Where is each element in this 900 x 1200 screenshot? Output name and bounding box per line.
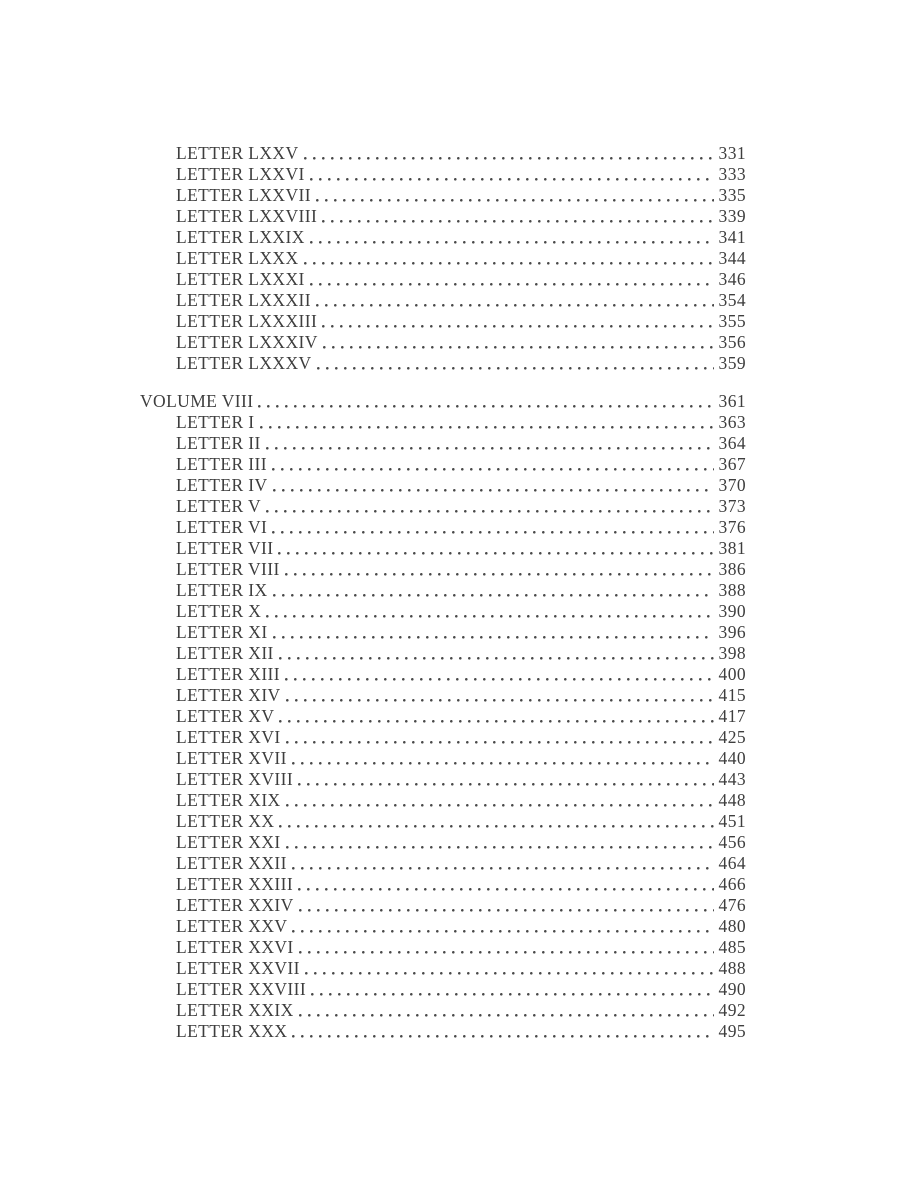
toc-entry <box>140 1000 746 1021</box>
toc-entry-label: LETTER XVIII <box>176 769 294 789</box>
toc-entry-label: LETTER VIII <box>176 559 280 579</box>
toc-entry-page: 333 <box>718 164 746 184</box>
toc-entry-page: 396 <box>718 622 746 642</box>
toc-entry <box>140 706 746 727</box>
toc-entry <box>140 622 746 643</box>
toc-entry-page: 480 <box>718 916 746 936</box>
dot-leader <box>273 489 714 492</box>
toc-entry-label: LETTER LXXXIII <box>176 311 318 331</box>
toc-entry <box>140 353 746 374</box>
toc-entry-label: LETTER XXVI <box>176 937 294 957</box>
toc-entry-page: 398 <box>718 643 746 663</box>
toc-entry <box>140 206 746 227</box>
dot-leader <box>310 178 714 181</box>
toc-entry-page: 341 <box>718 227 746 247</box>
toc-entry <box>140 685 746 706</box>
toc-entry-page: 370 <box>718 475 746 495</box>
toc-entry <box>140 412 746 433</box>
toc-entry-page: 381 <box>718 538 746 558</box>
toc-entry-label: LETTER X <box>176 601 262 621</box>
toc-entry-page: 364 <box>718 433 746 453</box>
dot-leader <box>278 552 714 555</box>
toc-entry-page: 344 <box>718 248 746 268</box>
toc-entry-label: LETTER LXXIX <box>176 227 305 247</box>
toc-entry <box>140 790 746 811</box>
toc-entry-label: LETTER I <box>176 412 255 432</box>
toc-entry-label: LETTER XII <box>176 643 274 663</box>
dot-leader <box>292 867 714 870</box>
toc-entry <box>140 937 746 958</box>
toc-entry-page: 490 <box>718 979 746 999</box>
toc-entry-label: LETTER LXXXI <box>176 269 305 289</box>
dot-leader <box>298 888 714 891</box>
dot-leader <box>279 657 714 660</box>
toc-entry <box>140 958 746 979</box>
toc-entry <box>140 1021 746 1042</box>
toc-entry-page: 476 <box>718 895 746 915</box>
dot-leader <box>311 993 714 996</box>
toc-entry <box>140 580 746 601</box>
dot-leader <box>285 678 714 681</box>
toc-entry <box>140 769 746 790</box>
toc-entry-label: LETTER LXXVI <box>176 164 305 184</box>
toc-entry-page: 376 <box>718 517 746 537</box>
toc-entry <box>140 895 746 916</box>
toc-entry-label: LETTER XIII <box>176 664 281 684</box>
dot-leader <box>305 972 714 975</box>
toc-entry-page: 451 <box>718 811 746 831</box>
dot-leader <box>322 325 714 328</box>
dot-leader <box>266 615 714 618</box>
toc-entry-page: 443 <box>718 769 746 789</box>
toc-entry <box>140 311 746 332</box>
dot-leader <box>266 510 714 513</box>
toc-entry-page: 390 <box>718 601 746 621</box>
toc-entry-label: LETTER XI <box>176 622 268 642</box>
dot-leader <box>316 199 714 202</box>
toc-entry-page: 417 <box>718 706 746 726</box>
toc-entry-label: LETTER LXXVII <box>176 185 311 205</box>
toc-entry-label: LETTER XXII <box>176 853 287 873</box>
toc-entry-label: LETTER IV <box>176 475 268 495</box>
toc-entry-label: LETTER XV <box>176 706 275 726</box>
toc-entry <box>140 727 746 748</box>
toc-entry <box>140 164 746 185</box>
toc-entry <box>140 290 746 311</box>
toc-entry <box>140 874 746 895</box>
dot-leader <box>292 762 714 765</box>
toc-entry <box>140 496 746 517</box>
dot-leader <box>304 157 715 160</box>
toc-entry-label: LETTER II <box>176 433 261 453</box>
toc-entry-page: 386 <box>718 559 746 579</box>
dot-leader <box>310 241 714 244</box>
toc-entry-page: 355 <box>718 311 746 331</box>
dot-leader <box>304 262 715 265</box>
toc-entry-label: LETTER VI <box>176 517 268 537</box>
toc-entry <box>140 391 746 412</box>
toc-entry-page: 456 <box>718 832 746 852</box>
toc-entry-page: 464 <box>718 853 746 873</box>
toc-entry <box>140 143 746 164</box>
toc-entry-label: LETTER LXXXV <box>176 353 312 373</box>
dot-leader <box>323 346 714 349</box>
dot-leader <box>317 367 714 370</box>
toc-entry-page: 346 <box>718 269 746 289</box>
toc-entry-page: 488 <box>718 958 746 978</box>
dot-leader <box>286 699 714 702</box>
dot-leader <box>273 594 714 597</box>
toc-entry-label: LETTER XIX <box>176 790 281 810</box>
toc-entry-page: 448 <box>718 790 746 810</box>
toc-entry-label: LETTER IX <box>176 580 268 600</box>
toc-entry-label: LETTER XXV <box>176 916 288 936</box>
dot-leader <box>285 573 714 576</box>
toc-entry <box>140 185 746 206</box>
toc-entry-page: 425 <box>718 727 746 747</box>
toc-entry-label: LETTER XVI <box>176 727 281 747</box>
toc-entry-page: 440 <box>718 748 746 768</box>
dot-leader <box>273 636 714 639</box>
toc-entry-page: 339 <box>718 206 746 226</box>
toc-entry-label: LETTER XXIII <box>176 874 294 894</box>
dot-leader <box>266 447 714 450</box>
toc-entry-label: LETTER XXI <box>176 832 281 852</box>
toc-entry <box>140 559 746 580</box>
dot-leader <box>316 304 714 307</box>
toc-entry-page: 367 <box>718 454 746 474</box>
toc-entry-label: LETTER LXXVIII <box>176 206 318 226</box>
toc-entry <box>140 643 746 664</box>
toc-entry-label: LETTER XX <box>176 811 275 831</box>
toc-entry <box>140 916 746 937</box>
dot-leader <box>286 804 714 807</box>
toc-entry <box>140 601 746 622</box>
toc-entry-label: LETTER XVII <box>176 748 287 768</box>
toc-entry-page: 492 <box>718 1000 746 1020</box>
toc-entry-page: 354 <box>718 290 746 310</box>
toc-entry-label: LETTER XXIV <box>176 895 294 915</box>
toc-entry-page: 373 <box>718 496 746 516</box>
toc-entry-page: 356 <box>718 332 746 352</box>
toc-entry <box>140 748 746 769</box>
toc-entry <box>140 248 746 269</box>
toc-entry-page: 388 <box>718 580 746 600</box>
dot-leader <box>279 720 714 723</box>
toc-entry-label: LETTER LXXV <box>176 143 299 163</box>
toc-entry-page: 363 <box>718 412 746 432</box>
dot-leader <box>322 220 714 223</box>
dot-leader <box>292 1035 714 1038</box>
toc-entry-label: LETTER V <box>176 496 262 516</box>
toc-entry <box>140 332 746 353</box>
toc-entry-page: 466 <box>718 874 746 894</box>
toc-entry-page: 335 <box>718 185 746 205</box>
toc-entry-page: 400 <box>718 664 746 684</box>
toc-entry-label: LETTER LXXX <box>176 248 299 268</box>
toc-entry-label: LETTER XXVIII <box>176 979 307 999</box>
toc-entry <box>140 811 746 832</box>
dot-leader <box>292 930 714 933</box>
dot-leader <box>299 909 714 912</box>
dot-leader <box>299 951 714 954</box>
toc-entry-label: LETTER XXVII <box>176 958 300 978</box>
toc-entry <box>140 979 746 1000</box>
toc-entry-page: 495 <box>718 1021 746 1041</box>
dot-leader <box>286 741 714 744</box>
dot-leader <box>298 783 714 786</box>
toc-entry-label: LETTER XXX <box>176 1021 288 1041</box>
toc-entry <box>140 664 746 685</box>
dot-leader <box>310 283 714 286</box>
toc-entry <box>140 475 746 496</box>
toc-entry-label: VOLUME VIII <box>140 391 254 411</box>
toc-entry <box>140 433 746 454</box>
dot-leader <box>279 825 714 828</box>
toc-entry-label: LETTER III <box>176 454 267 474</box>
toc-entry-page: 331 <box>718 143 746 163</box>
toc-entry-label: LETTER XIV <box>176 685 281 705</box>
toc-entry-label: LETTER VII <box>176 538 274 558</box>
toc-entry-page: 485 <box>718 937 746 957</box>
toc-entry-label: LETTER LXXXIV <box>176 332 318 352</box>
toc-entry-page: 361 <box>718 391 746 411</box>
toc-entry <box>140 517 746 538</box>
toc-entry-page: 415 <box>718 685 746 705</box>
dot-leader <box>258 405 714 408</box>
toc-entry <box>140 454 746 475</box>
toc-entry-label: LETTER XXIX <box>176 1000 294 1020</box>
toc-entry <box>140 269 746 290</box>
toc-entry <box>140 227 746 248</box>
dot-leader <box>286 846 714 849</box>
toc-entry <box>140 832 746 853</box>
toc-entry <box>140 853 746 874</box>
dot-leader <box>299 1014 714 1017</box>
dot-leader <box>272 468 714 471</box>
book-page <box>140 143 746 1042</box>
toc-entry <box>140 538 746 559</box>
toc-entry-page: 359 <box>718 353 746 373</box>
toc-list <box>140 143 746 1042</box>
dot-leader <box>260 426 714 429</box>
dot-leader <box>272 531 714 534</box>
toc-entry-label: LETTER LXXXII <box>176 290 311 310</box>
